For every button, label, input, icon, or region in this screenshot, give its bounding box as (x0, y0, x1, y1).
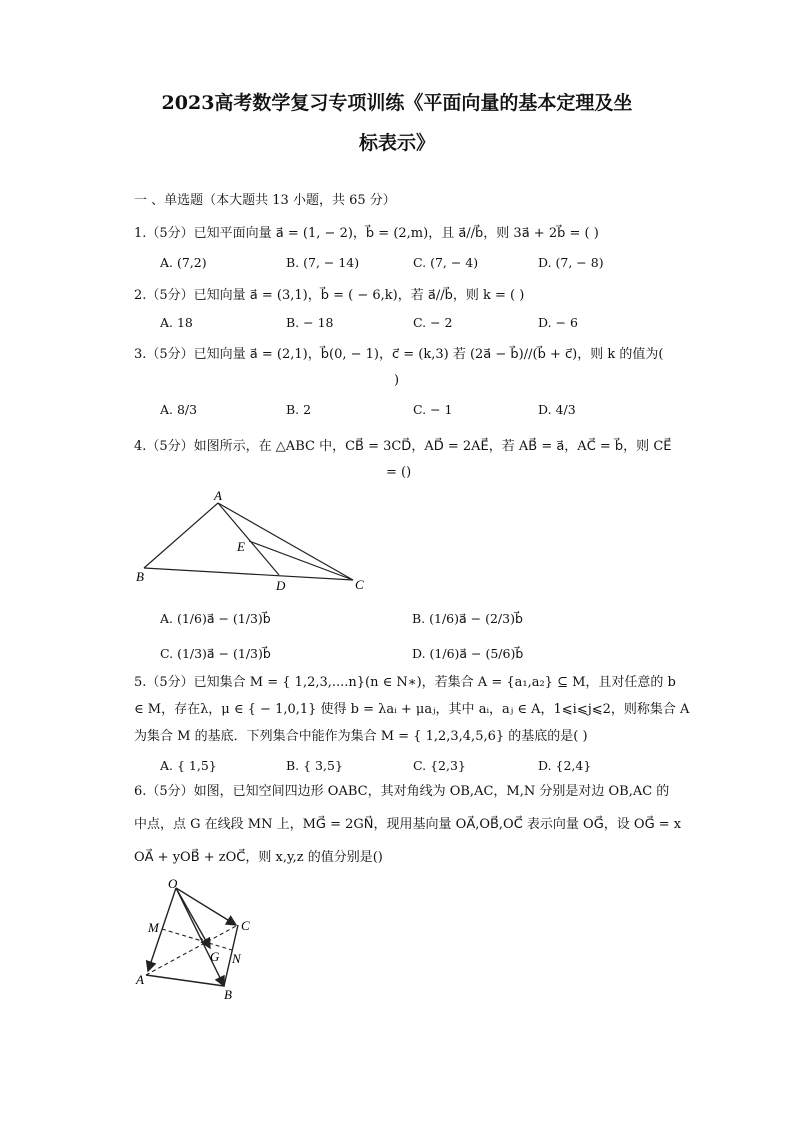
q2-option-b[interactable]: B. − 18 (286, 315, 334, 330)
doc-title-line2: 标表示》 (358, 132, 435, 154)
q4-label-b: B (136, 569, 144, 584)
q2-stem: 2.（5分）已知向量 a⃗ = (3,1)，b⃗ = ( − 6,k)，若 a⃗//b⃗，则 k = ( ) (134, 288, 525, 303)
q4-stem: 4.（5分）如图所示，在 △ABC 中，CB⃗ = 3CD⃗，AD⃗ = 2AE⃗，若 AB⃗ = a⃗，AC⃗ = b⃗，则 CE⃗ (134, 439, 672, 454)
q6-label-c: C (241, 918, 250, 933)
q4-option-b[interactable]: B. (1/6)a⃗ − (2/3)b⃗ (412, 611, 523, 626)
q4-label-c: C (355, 577, 364, 592)
q2-option-a[interactable]: A. 18 (160, 315, 193, 330)
q4-label-e: E (237, 539, 245, 554)
q6-label-m: M (148, 920, 159, 935)
q4-stem-end: = () (386, 465, 412, 480)
q1-option-d[interactable]: D. (7, − 8) (538, 255, 604, 270)
q6-segment-ab (146, 975, 224, 986)
q6-segment-ac-dashed (146, 925, 238, 975)
q4-segment-ce (249, 541, 353, 580)
q6-tetrahedron-figure (128, 868, 268, 1008)
q3-option-a[interactable]: A. 8/3 (160, 402, 198, 417)
q4-label-d: D (276, 578, 286, 593)
q4-label-a: A (214, 488, 222, 503)
q6-label-g: G (210, 949, 220, 964)
q6-line2: 中点，点 G 在线段 MN 上，MG⃗ = 2GN⃗，现用基向量 OA⃗,OB⃗,OC⃗ 表示向量 OG⃗，设 OG⃗ = x (134, 817, 682, 832)
q4-triangle-figure (130, 485, 380, 595)
q6-label-a: A (136, 972, 144, 987)
q1-stem: 1.（5分）已知平面向量 a⃗ = (1, − 2)，b⃗ = (2,m)，且 a⃗//b⃗，则 3a⃗ + 2b⃗ = ( ) (134, 226, 599, 241)
q6-label-o: O (168, 876, 178, 891)
q1-option-b[interactable]: B. (7, − 14) (286, 255, 360, 270)
q3-option-c[interactable]: C. − 1 (413, 402, 453, 417)
q5-line1: 5.（5分）已知集合 M = { 1,2,3,....n}(n ∈ N∗)，若集合 A = {a₁,a₂} ⊆ M，且对任意的 b (134, 675, 676, 690)
q5-option-c[interactable]: C. {2,3} (413, 758, 466, 773)
q5-option-a[interactable]: A. { 1,5} (160, 758, 217, 773)
q4-option-c[interactable]: C. (1/3)a⃗ − (1/3)b⃗ (160, 646, 271, 661)
q5-line2: ∈ M，存在λ，μ ∈ { − 1,0,1} 使得 b = λaᵢ + μaⱼ，其中 aᵢ，aⱼ ∈ A，1⩽i⩽j⩽2，则称集合 A (134, 702, 690, 717)
q4-option-d[interactable]: D. (1/6)a⃗ − (5/6)b⃗ (412, 646, 524, 661)
q3-stem: 3.（5分）已知向量 a⃗ = (2,1)，b⃗(0, − 1)，c⃗ = (k,3) 若 (2a⃗ − b⃗)//(b⃗ + c⃗)，则 k 的值为( (134, 347, 664, 362)
q6-label-n: N (232, 951, 241, 966)
q3-option-b[interactable]: B. 2 (286, 402, 312, 417)
q4-segment-ad (218, 503, 279, 575)
q2-option-d[interactable]: D. − 6 (538, 315, 578, 330)
q1-option-c[interactable]: C. (7, − 4) (413, 255, 479, 270)
q1-option-a[interactable]: A. (7,2) (160, 255, 207, 270)
doc-title-line1: 2023高考数学复习专项训练《平面向量的基本定理及坐 (161, 92, 633, 114)
q6-line1: 6.（5分）如图，已知空间四边形 OABC，其对角线为 OB,AC，M,N 分别是对边 OB,AC 的 (134, 784, 670, 799)
q2-option-c[interactable]: C. − 2 (413, 315, 453, 330)
q4-option-a[interactable]: A. (1/6)a⃗ − (1/3)b⃗ (160, 611, 271, 626)
q6-vector-og (176, 888, 210, 948)
q3-stem-end: ) (394, 373, 400, 388)
q4-segment-ab (144, 503, 218, 568)
q5-option-b[interactable]: B. { 3,5} (286, 758, 343, 773)
section-heading: 一 、单选题（本大题共 13 小题，共 65 分） (134, 193, 396, 208)
q6-line3: OA⃗ + yOB⃗ + zOC⃗，则 x,y,z 的值分别是() (134, 850, 383, 865)
q3-option-d[interactable]: D. 4/3 (538, 402, 576, 417)
q5-line3: 为集合 M 的基底．下列集合中能作为集合 M = { 1,2,3,4,5,6} 的基底的是( ) (134, 729, 588, 744)
q4-segment-bc (144, 568, 353, 580)
q5-option-d[interactable]: D. {2,4} (538, 758, 592, 773)
q6-label-b: B (224, 987, 232, 1002)
